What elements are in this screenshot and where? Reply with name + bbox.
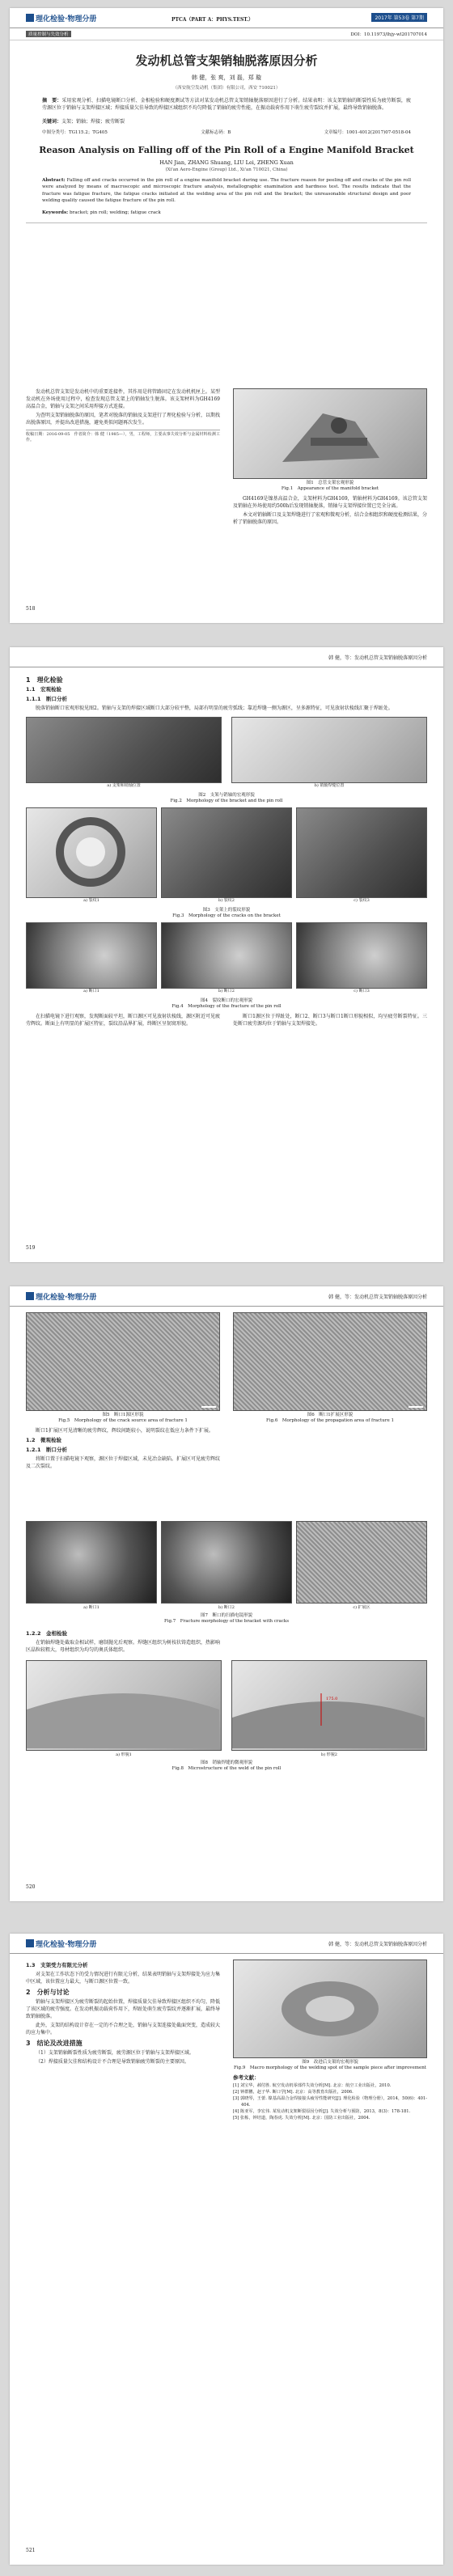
page-number: 519 [26, 1245, 36, 1251]
page-footer [26, 1884, 427, 1890]
figure-2-caption-en: Fig.2 Morphology of the bracket and the pin roll [170, 799, 283, 803]
body-paragraph: 在扫描电镜下进行观察，发现断面较平坦，断口源区可见放射状棱线，源区附近可见疲劳辉纹。断面上有明显的扩展区特征，裂纹沿晶界扩展，终断区呈韧窝形貌。 [26, 1014, 221, 1027]
section-heading: 3 结论及改进措施 [26, 2040, 83, 2047]
measurement-label: 175.0 [326, 1697, 338, 1701]
conclusion-item: （2）焊接质量欠佳和结构设计不合理是导致销轴疲劳断裂的主要原因。 [36, 2059, 189, 2065]
figure-4-caption-en: Fig.4 Morphology of the fracture of the pin roll [171, 1004, 282, 1009]
figure-7a-label: a) 断口1 [83, 1605, 99, 1610]
figure-8a-label: a) 形貌1 [116, 1752, 132, 1757]
figure-2b-photo [231, 717, 427, 788]
doc-code: 文献标志码：B [201, 130, 231, 135]
figure-9-caption [233, 2060, 427, 2071]
figure-7b-label: b) 断口2 [218, 1605, 235, 1610]
figure-8-row [26, 1660, 427, 1757]
journal-name: PTCA（PART A：PHYS.TEST.） [171, 17, 254, 23]
subsubsection-heading: 1.1.1 断口分析 [26, 696, 68, 702]
doi: DOI：10.11973/lhjy-wl201707014 [350, 32, 427, 37]
figure-6-caption-cn: 图6 断口1扩展区形貌 [307, 1413, 354, 1417]
affiliation-cn: （西安航空发动机（集团）有限公司，西安 710021） [172, 86, 281, 91]
clc-number: 中图分类号：TG115.2；TG405 [42, 130, 108, 135]
body-paragraph: 在销轴焊缝处截取金相试样，磨制抛光后观察。焊缝区组织为树枝状铸造组织，热影响区晶粒较粗大，母材组织为均匀的奥氏体组织。 [26, 1640, 221, 1653]
authors-cn: 韩 健，张 爽，刘 磊，郑 璇 [192, 74, 261, 81]
figure-1-caption-cn: 图1 总管支架宏观形貌 [306, 481, 354, 485]
figure-7b-photo [161, 1521, 292, 1610]
reference-item: [4] 陈亚军，李宏伟. 某发动机支架断裂原因分析[J]. 失效分析与预防，2013，8(3)：178-181. [233, 2108, 411, 2114]
paper-title-cn: 发动机总管支架销轴脱落原因分析 [135, 53, 318, 68]
figure-1-photo [233, 388, 427, 479]
improved-weld-illustration [234, 1960, 426, 2056]
reference-item: [5] 张栋，钟培道，陶春虎. 失效分析[M]. 北京：国防工业出版社，2004. [233, 2116, 370, 2121]
figure-4-row [26, 922, 427, 994]
journal-logo [26, 1938, 96, 1949]
figure-2b-label: b) 销轴焊缝位置 [314, 783, 345, 788]
body-paragraph: 断口1扩展区可见清晰的疲劳辉纹，辉纹间距较小，说明裂纹在低应力条件下扩展。 [36, 1428, 214, 1434]
running-head: 韩 健，等：发动机总管支架销轴脱落原因分析 [328, 1942, 427, 1947]
figure-3c-photo [296, 807, 427, 903]
keywords-text: 支架；销轴；焊接；疲劳断裂 [61, 119, 125, 125]
figure-3a-photo [26, 807, 157, 903]
figure-3-row [26, 807, 427, 903]
figure-7-row [26, 1521, 427, 1610]
weld-profile-illustration [27, 1661, 219, 1748]
subsection-heading: 1.2 微观检验 [26, 1437, 62, 1443]
keywords-en [42, 210, 411, 216]
figure-2a-photo [26, 717, 222, 788]
right-column [233, 1013, 427, 1029]
figure-7-caption-cn: 图7 断口的扫描电镜形貌 [200, 1613, 252, 1618]
journal-logo [26, 1291, 96, 1302]
page-2 [10, 647, 443, 1262]
affiliation-en: (Xi'an Aero-Engine (Group) Ltd., Xi'an 710021, China) [165, 167, 288, 172]
figure-5-caption-cn: 图5 断口1源区形貌 [102, 1413, 144, 1417]
scale-bar [201, 1406, 216, 1408]
text-columns [26, 1013, 427, 1029]
figure-4a-label: a) 断口1 [83, 989, 99, 994]
figure-6-photo [233, 1312, 427, 1411]
authors-en: HAN Jian, ZHANG Shuang, LIU Lei, ZHENG Xuan [159, 159, 294, 166]
paper-title-en: Reason Analysis on Falling off of the Pin Roll of a Engine Manifold Bracket [39, 145, 414, 155]
intro-paragraph: 为查明支架销轴脱落的原因，笔者对脱落的销轴及支架进行了理化检验与分析，以期找出脱落原因，并提出改进措施，避免类似问题再次发生。 [26, 413, 221, 426]
right-column [233, 1312, 427, 1472]
figure-2-caption-cn: 图2 支架与销轴的宏观形貌 [198, 793, 255, 798]
figure-5-caption-en: Fig.5 Morphology of the crack source area of fracture 1 [58, 1418, 188, 1423]
subsection-heading: 1.3 支架受力有限元分析 [26, 1962, 88, 1968]
logo-square-icon [26, 1939, 34, 1947]
body-paragraph: GH4169是镍基高温合金，支架材料为GH4169，销轴材料为GH4169。该总管支架及销轴在外场使用约500h后发现销轴脱落，销轴与支架焊接位置已完全分离。 [233, 496, 427, 509]
journal-logo [26, 13, 96, 23]
logo-text: 理化检验·物理分册 [36, 15, 97, 23]
reference-item: [3] 郭晓琴，王蕾. 镍基高温合金焊接接头疲劳性能研究[J]. 理化检验（物理分册），2014，50(6)：401-404. [233, 2096, 427, 2108]
figure-8a-photo [26, 1660, 222, 1757]
divider [26, 222, 427, 223]
figure-6-caption-en: Fig.6 Morphology of the propagation area of fracture 1 [266, 1418, 394, 1423]
logo-square-icon [26, 1292, 34, 1300]
figure-3-caption [26, 908, 427, 919]
figure-8b-label: b) 形貌2 [321, 1752, 337, 1757]
figure-9-caption-cn: 图9 改进后支架的宏观形貌 [302, 2060, 358, 2065]
figure-2a-label: a) 支架和销轴位置 [107, 783, 141, 788]
figure-7c-label: c) 扩展区 [353, 1605, 370, 1610]
body-paragraph: 脱落销轴断口宏观形貌见图2。销轴与支架的焊接区域断口大部分较平整，局部有明显的疲劳弧线；靠近焊缝一侧为源区，呈多源特征，可见放射状棱线汇聚于焊趾处。 [36, 705, 393, 711]
body-paragraph: 销轴与支架焊接区为疲劳断裂的起始位置，焊接质量欠佳导致焊接区组织不均匀，降低了该区域的疲劳强度。在发动机振动载荷作用下，焊趾处萌生疲劳裂纹并逐渐扩展，最终导致销轴脱落。 [26, 1999, 221, 2019]
keywords-en-label: Keywords: [42, 210, 69, 215]
figure-4c-photo [296, 922, 427, 994]
figure-7-block [26, 1521, 427, 1775]
figure-7a-photo [26, 1521, 157, 1610]
page-header [10, 1934, 443, 1954]
body-paragraph: 对支架在工作状态下的受力情况进行有限元分析，结果表明销轴与支架焊接处为应力集中区域，该位置应力最大，与断口源区位置一致。 [26, 1972, 221, 1985]
abstract-text: 采用宏观分析、扫描电镜断口分析、金相检验和硬度测试等方法对某发动机总管支架销轴脱落原因进行了分析。结果表明：该支架销轴的断裂性质为疲劳断裂，疲劳源区位于销轴与支架焊接区域；焊接质量欠佳导致的焊接区域组织不均匀降低了销轴的疲劳性能，在振动载荷作用下萌生疲劳裂纹并扩展，最终导致销轴脱落。 [42, 98, 411, 111]
scale-bar [409, 1406, 423, 1408]
references-heading: 参考文献： [233, 2074, 260, 2081]
section-heading: 1 理化检验 [26, 676, 63, 684]
body-paragraph: 断口1源区位于焊趾处，断口2、断口3与断口1断口形貌相似，均呈疲劳断裂特征。三处断口疲劳源均位于销轴与支架焊接处。 [233, 1014, 427, 1027]
body-columns [26, 388, 427, 527]
body-columns [26, 673, 427, 1029]
abstract-label: 摘 要： [42, 98, 62, 104]
abstract-en [42, 177, 411, 205]
figure-8-caption-en: Fig.8 Microstructure of the weld of the pin roll [171, 1766, 282, 1771]
right-column [233, 388, 427, 527]
abstract-cn [42, 97, 411, 112]
figure-7-caption [26, 1613, 427, 1625]
running-head: 韩 健，等：发动机总管支架销轴脱落原因分析 [328, 1294, 427, 1300]
figure-5-photo [26, 1312, 220, 1411]
page-footer [26, 606, 427, 612]
figure-3b-photo [161, 807, 292, 903]
figure-1-caption-en: Fig.1 Appearance of the manifold bracket [281, 486, 379, 491]
figure-8b-photo [231, 1660, 427, 1757]
issue-tag: 2017年 第53卷 第7期 [371, 13, 427, 22]
page-number: 518 [26, 606, 36, 612]
keywords-cn [42, 118, 411, 125]
text-columns [26, 1628, 427, 1655]
weld-measurement-illustration [232, 1661, 425, 1748]
page-1 [10, 8, 443, 623]
abstract-en-text: Falling off and cracks occurred in the pin roll of a engine manifold bracket during use. The fracture reason for peeling off and cracks of the pin roll were analyzed by means of macroscopic and microscopic fracture analysis, metallographic examination and hardness test. The results indicate that the fracture was fatigue fracture, the fatigue cracks initiated at the welding area of the pin roll and the bracket; the unreasonable structural design and poor welding quality caused the fatigue fracture of the pin roll. [42, 178, 412, 204]
reference-item: [1] 刘宝华，郝付胜. 航空发动机零部件失效分析[M]. 北京：航空工业出版社，2010. [233, 2083, 392, 2088]
figure-4-caption [26, 998, 427, 1010]
figure-7-caption-en: Fig.7 Fracture morphology of the bracket with cracks [163, 1619, 290, 1624]
figure-3b-label: b) 裂纹2 [218, 898, 235, 903]
keywords-en-text: bracket; pin roll; welding; fatigue crack [69, 210, 161, 215]
page-header [10, 1286, 443, 1307]
page-number: 521 [26, 2548, 36, 2553]
section-heading: 2 分析与讨论 [26, 1989, 70, 1996]
page-footer [26, 1245, 427, 1251]
body-columns [26, 1960, 427, 2122]
figure-6-caption [233, 1413, 427, 1424]
figure-8-caption-cn: 图8 销轴焊缝的微观形貌 [200, 1760, 252, 1765]
body-columns [26, 1312, 427, 1472]
figure-3-caption-en: Fig.3 Morphology of the cracks on the bracket [172, 913, 281, 918]
figure-4c-label: c) 断口3 [354, 989, 370, 994]
abstract-en-label: Abstract: [42, 178, 66, 183]
subsubsection-heading: 1.2.2 金相检验 [26, 1630, 68, 1637]
running-head: 韩 健，等：发动机总管支架销轴脱落原因分析 [328, 655, 427, 661]
figure-7c-photo [296, 1521, 427, 1610]
footnote: 收稿日期：2016-09-05 作者简介：韩 健（1985—），男，工程师，主要从事失效分析与金属材料检测工作。 [26, 430, 220, 443]
left-column [26, 388, 220, 527]
figure-5-caption [26, 1413, 220, 1424]
figure-3a-label: a) 裂纹1 [83, 898, 99, 903]
left-column [26, 1312, 220, 1472]
figure-4b-label: b) 断口2 [218, 989, 235, 994]
figure-9-photo [233, 1960, 427, 2058]
logo-text: 理化检验·物理分册 [36, 1294, 97, 1302]
page-number: 520 [26, 1884, 36, 1890]
figure-1-caption [233, 481, 427, 492]
full-width-column [26, 673, 427, 1029]
bracket-illustration [234, 389, 426, 478]
page-header [10, 647, 443, 667]
page-3 [10, 1286, 443, 1901]
figure-2-row [26, 717, 427, 788]
body-paragraph: 将断口置于扫描电镜下观察，源区位于焊接区域，未见冶金缺陷。扩展区可见疲劳辉纹及二次裂纹。 [26, 1456, 221, 1469]
article-number: 文章编号：1001-4012(2017)07-0518-04 [324, 130, 411, 135]
logo-square-icon [26, 14, 34, 22]
body-paragraph: 本文对销轴断口及支架焊缝进行了宏观和微观分析，结合金相组织和硬度检测结果，分析了销轴脱落的原因。 [233, 512, 428, 525]
figure-2-caption [26, 793, 427, 804]
section-label: 质量控制与失效分析 [26, 31, 71, 37]
intro-paragraph: 发动机总管支架是发动机中的重要连接件，其作用是将管路固定在发动机机匣上。某型发动机在外场使用过程中，检查发现总管支架上的销轴发生脱落。该支架材料为GH4169高温合金，销轴与支架之间采用焊接方式连接。 [26, 389, 221, 409]
subsubsection-heading: 1.2.1 断口分析 [26, 1447, 68, 1453]
crack-ring-illustration [27, 808, 155, 896]
left-column [26, 1628, 220, 1655]
keywords-label: 关键词： [42, 119, 62, 125]
reference-item: [2] 钟群鹏，赵子华. 断口学[M]. 北京：高等教育出版社，2006. [233, 2090, 354, 2095]
right-column [233, 1628, 427, 1655]
right-column [233, 1960, 427, 2122]
left-column [26, 1960, 220, 2122]
subsection-heading: 1.1 宏观检验 [26, 686, 62, 693]
page-footer [26, 2548, 427, 2553]
body-paragraph: 此外，支架的结构设计存在一定的不合理之处，销轴与支架连接处截面突变，造成较大的应力集中。 [26, 2023, 221, 2036]
figure-3c-label: c) 裂纹3 [354, 898, 370, 903]
figure-4a-photo [26, 922, 157, 994]
figure-3-caption-cn: 图3 支架上的裂纹形貌 [202, 908, 251, 913]
figure-9-caption-en: Fig.9 Macro morphology of the welding spot of the sample piece after improvement [233, 2065, 427, 2070]
page-4 [10, 1934, 443, 2565]
figure-8-caption [26, 1760, 427, 1772]
classification-line [42, 129, 411, 135]
page-header [10, 8, 443, 28]
logo-text: 理化检验·物理分册 [36, 1941, 97, 1949]
figure-4b-photo [161, 922, 292, 994]
conclusion-item: （1）支架销轴断裂性质为疲劳断裂，疲劳源区位于销轴与支架焊接区域。 [36, 2050, 194, 2056]
section-bar [10, 28, 443, 40]
figure-4-caption-cn: 图4 裂纹断口的宏观形貌 [200, 998, 252, 1003]
left-column [26, 1013, 220, 1029]
